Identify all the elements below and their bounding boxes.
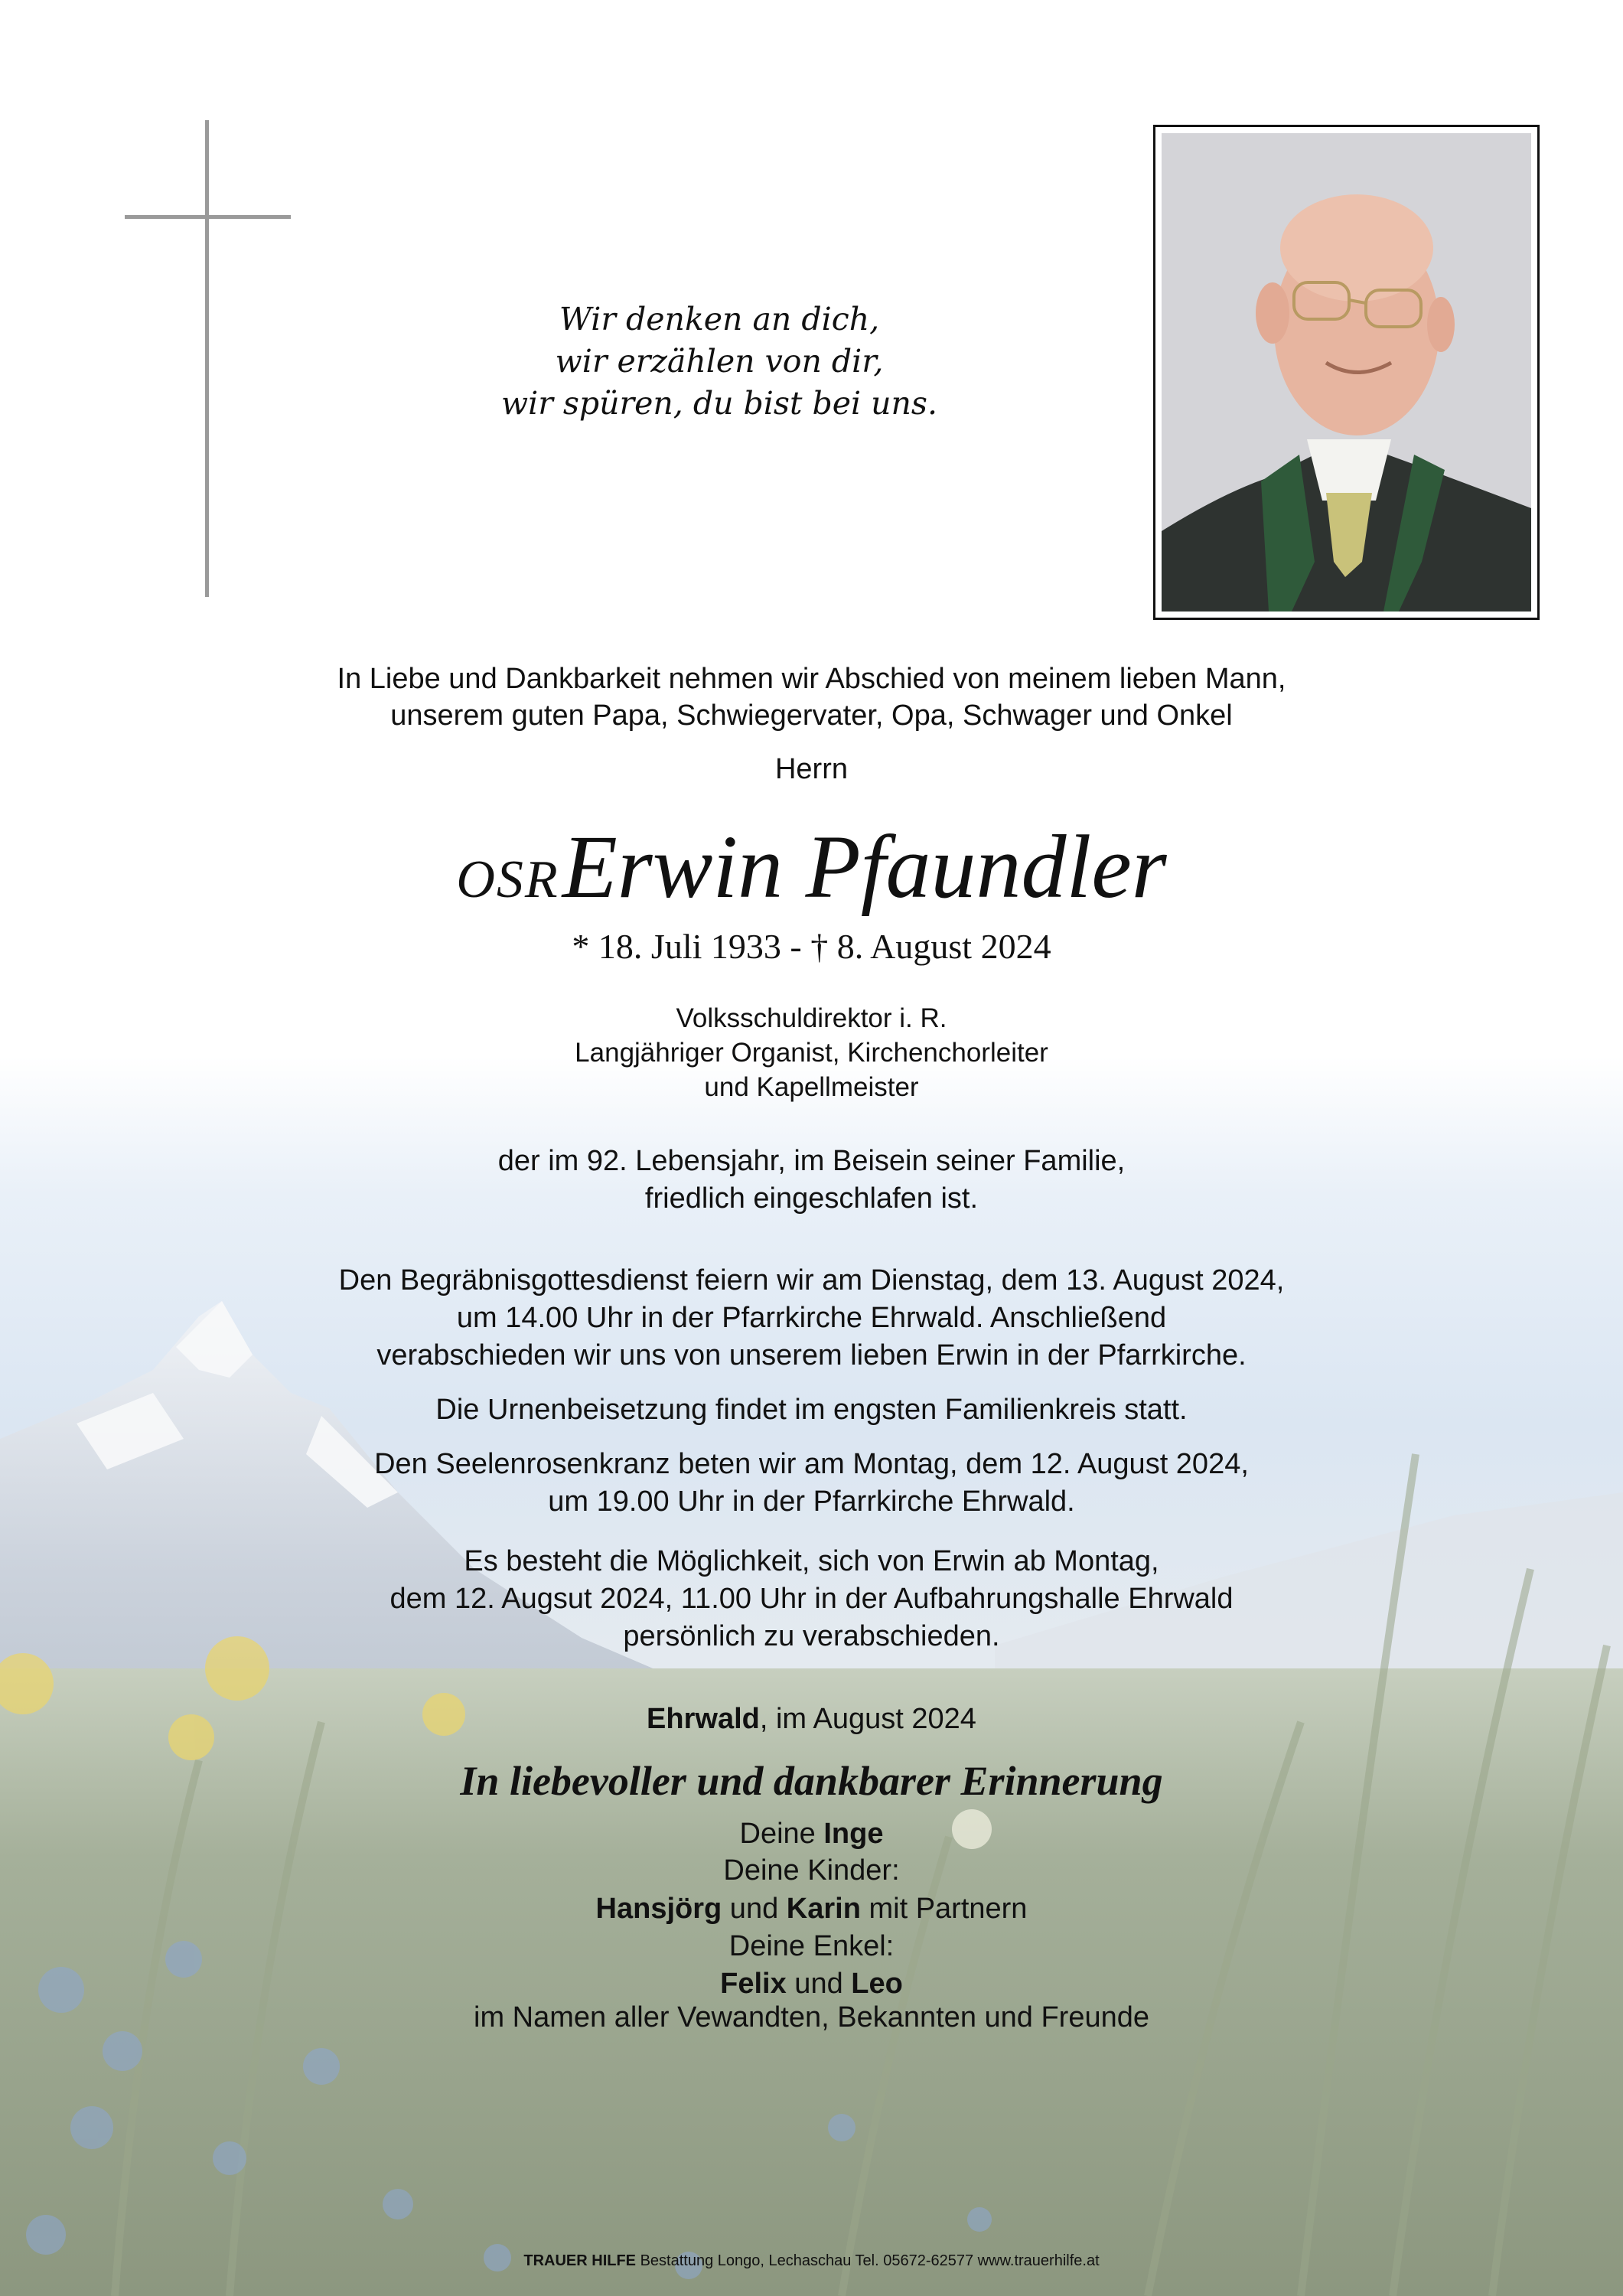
- role-line: und Kapellmeister: [704, 1072, 919, 1102]
- place: Ehrwald: [647, 1703, 760, 1735]
- children-label: Deine Kinder:: [723, 1854, 900, 1887]
- footer: [0, 2252, 1623, 2270]
- funeral-line: Den Begräbnisgottesdienst feiern wir am Dienstag, dem 13. August 2024,: [338, 1264, 1285, 1296]
- quote-line: Wir denken an dich,: [559, 301, 880, 338]
- urn-burial: Die Urnenbeisetzung findet im engsten Familienkreis statt.: [435, 1394, 1188, 1426]
- passing-line: der im 92. Lebensjahr, im Beisein seiner Familie,: [497, 1145, 1126, 1177]
- salutation: Herrn: [774, 753, 849, 785]
- mourner-wife: [0, 1818, 1623, 1851]
- grandchildren-names: [0, 1968, 1623, 2001]
- role-line: Langjähriger Organist, Kirchenchorleiter: [575, 1038, 1048, 1068]
- viewing-line: persönlich zu verabschieden.: [623, 1620, 1000, 1652]
- grandchild-name: Felix: [720, 1968, 787, 2000]
- deceased-name: [0, 815, 1623, 919]
- funeral-line: um 14.00 Uhr in der Pfarrkirche Ehrwald. Anschließend: [456, 1302, 1167, 1334]
- full-name: Erwin Pfaundler: [562, 817, 1167, 917]
- grandchild-name: Leo: [851, 1968, 903, 2000]
- grandchildren-label: Deine Enkel:: [728, 1930, 895, 1962]
- place-date: [0, 1703, 1623, 1736]
- rosary-line: um 19.00 Uhr in der Pfarrkirche Ehrwald.: [548, 1486, 1075, 1518]
- suffix: mit Partnern: [860, 1893, 1028, 1925]
- life-dates: * 18. Juli 1933 - † 8. August 2024: [572, 927, 1051, 966]
- children-names: [0, 1893, 1623, 1926]
- quote-line: wir spüren, du bist bei uns.: [501, 385, 937, 422]
- footer-details: Bestattung Longo, Lechaschau Tel. 05672-62577 www.trauerhilfe.at: [636, 2252, 1100, 2269]
- quote-line: wir erzählen von dir,: [555, 343, 884, 380]
- remembrance-heading: In liebevoller und dankbarer Erinnerung: [460, 1758, 1163, 1804]
- intro-line: In Liebe und Dankbarkeit nehmen wir Abschied von meinem lieben Mann,: [337, 663, 1286, 695]
- memorial-quote: [413, 298, 1025, 425]
- role-line: Volksschuldirektor i. R.: [676, 1003, 947, 1033]
- honorific-title: OSR: [456, 850, 559, 909]
- portrait-frame: [1153, 125, 1540, 620]
- date-text: , im August 2024: [759, 1703, 976, 1735]
- wife-name: Inge: [823, 1818, 884, 1850]
- cross-horizontal-bar: [125, 215, 291, 219]
- rosary-line: Den Seelenrosenkranz beten wir am Montag, dem 12. August 2024,: [374, 1448, 1249, 1480]
- conjunction: und: [722, 1893, 787, 1925]
- mourners-closing: im Namen aller Vewandten, Bekannten und Freunde: [474, 2001, 1149, 2033]
- portrait-photo: [1162, 133, 1531, 612]
- footer-brand: TRAUER HILFE: [523, 2252, 637, 2269]
- child-name: Hansjörg: [595, 1893, 722, 1925]
- intro-line: unserem guten Papa, Schwiegervater, Opa, Schwager und Onkel: [390, 700, 1233, 732]
- conjunction: und: [786, 1968, 852, 2000]
- viewing-line: dem 12. Augsut 2024, 11.00 Uhr in der Aufbahrungshalle Ehrwald: [389, 1583, 1234, 1615]
- child-name: Karin: [786, 1893, 861, 1925]
- portrait-illustration: [1162, 133, 1531, 612]
- funeral-line: verabschieden wir uns von unserem lieben Erwin in der Pfarrkirche.: [376, 1339, 1247, 1371]
- cross-vertical-bar: [205, 120, 209, 597]
- viewing-line: Es besteht die Möglichkeit, sich von Erwin ab Montag,: [464, 1545, 1159, 1577]
- prefix: Deine: [739, 1818, 824, 1850]
- passing-line: friedlich eingeschlafen ist.: [644, 1182, 979, 1215]
